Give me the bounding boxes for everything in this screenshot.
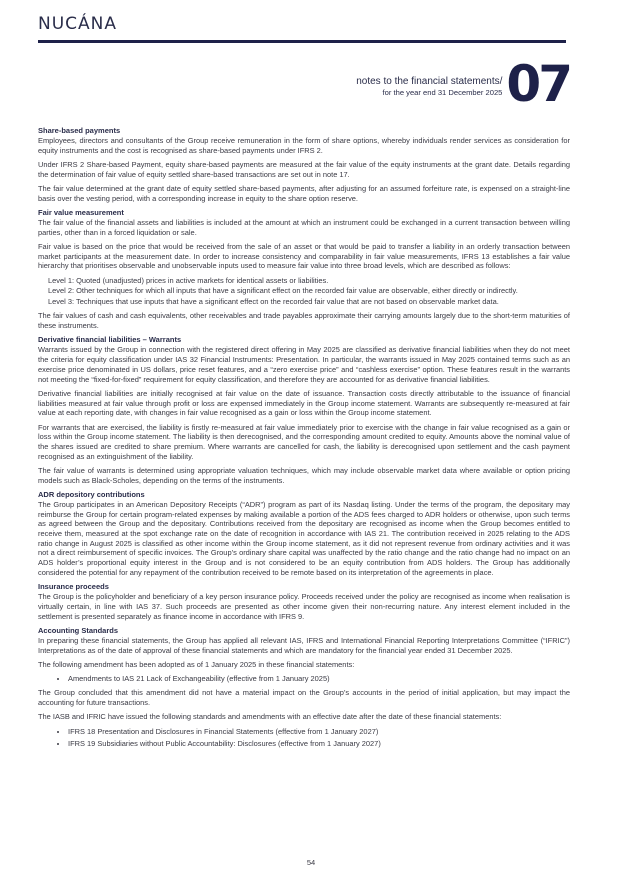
section-heading: ADR depository contributions	[38, 489, 145, 499]
paragraph: Fair value is based on the price that would be received from the sale of an asset or that would be paid to transfer a liability in an orderly transaction between market participants at the measurement date. In order to increase consistency and comparability in fair value measurements, IFRS 13 establishes a fair value hierarchy that prioritises observable and unobservable inputs used to measure fair value into three broad levels, which are described as follows:	[38, 242, 570, 271]
level-item: Level 1: Quoted (unadjusted) prices in active markets for identical assets or liabilities.	[48, 275, 329, 285]
warrants-section	[38, 335, 570, 485]
share-based-payments-section	[38, 126, 570, 203]
level-item: Level 2: Other techniques for which all inputs that have a significant effect on the recorded fair value are observable, either directly or indirectly.	[48, 286, 518, 296]
section-title: notes to the financial statements/	[356, 76, 503, 87]
section-heading: Fair value measurement	[38, 208, 124, 217]
paragraph: The fair value of warrants is determined using appropriate valuation techniques, which may include observable market data where available or option pricing models such as Black-Scholes, depending on the terms of the instruments.	[38, 465, 570, 485]
paragraph: For warrants that are exercised, the liability is firstly re-measured at fair value immediately prior to exercise with the change in fair value recognised as a gain or loss within the Group income statement. The liability is then derecognised, and the corresponding amount credited to equity. Amounts above the nominal value of the shares issued are credited to share premium. Where warrants are cancelled for cash, the liability is derecognised upon settlement and the cash payment recognised as an extinguishment of the liability.	[38, 422, 570, 461]
page-number: 54	[306, 858, 316, 867]
fair-value-section	[38, 208, 570, 331]
paragraph: The fair value determined at the grant date of equity settled share-based payments, after adjusting for an assumed forfeiture rate, is expensed on a straight-line basis over the vesting period, with a corresponding increase in equity to the share option reserve.	[38, 184, 570, 203]
adopted-amendments-list	[38, 674, 570, 684]
paragraph: The fair value of the financial assets and liabilities is included at the amount at which an instrument could be exchanged in a current transaction between willing parties, other than in a forced liquidation or sale.	[38, 218, 570, 237]
future-standards-list	[38, 727, 570, 749]
section-heading: Share-based payments	[38, 126, 121, 135]
document-body	[38, 126, 570, 754]
section-heading: Insurance proceeds	[38, 582, 109, 592]
section-header	[356, 55, 570, 113]
paragraph: Employees, directors and consultants of the Group receive remuneration in the form of share options, whereby individuals render services as consideration for equity instruments and the cost is recognised as share-based payments under IFRS 2.	[38, 136, 570, 155]
accounting-standards-section	[38, 626, 570, 749]
list-item: • IFRS 19 Subsidiaries without Public Accountability: Disclosures (effective from 1 January 2027)	[68, 739, 570, 749]
fair-value-levels	[38, 276, 570, 307]
paragraph: Derivative financial liabilities are initially recognised at fair value on the date of issuance. Transaction costs directly attributable to the issuance of financial liabilities measured at fair value through profit or loss are expensed immediately in the Group income statement. Warrants are subsequently re-measured at fair value at each reporting date, with changes in fair value recognised as a gain or loss within the Group income statement.	[38, 388, 570, 418]
paragraph: In preparing these financial statements, the Group has applied all relevant IAS, IFRS and International Financial Reporting Interpretations Committee (“IFRIC”) Interpretations as of the date of approval of these financial statements and which are mandatory for the financial year ended 31 December 2025.	[38, 635, 570, 655]
section-subtitle: for the year end 31 December 2025	[382, 88, 503, 97]
level-item: Level 3: Techniques that use inputs that have a significant effect on the recorded fair value that are not based on observable market data.	[48, 297, 499, 307]
paragraph: The Group is the policyholder and beneficiary of a key person insurance policy. Proceeds received under the policy are recognised as income when realisation is virtually certain, in line with IAS 37. Such proceeds are presented as other income given their non-recurring nature. Any interest element included in the settlement is presented separately as finance income in accordance with IFRS 9.	[38, 592, 570, 621]
paragraph: The Group concluded that this amendment did not have a material impact on the Group’s accounts in the period of initial application, but may impact the accounting for future transactions.	[38, 688, 570, 708]
paragraph: The following amendment has been adopted as of 1 January 2025 in these financial statements:	[38, 659, 355, 669]
section-heading: Derivative financial liabilities – Warrants	[38, 335, 182, 345]
insurance-section	[38, 582, 570, 621]
paragraph: The fair values of cash and cash equivalents, other receivables and trade payables approximate their carrying amounts largely due to the short-term maturities of these instruments.	[38, 311, 570, 331]
paragraph: The IASB and IFRIC have issued the following standards and amendments with an effective date after the date of these financial statements:	[38, 712, 502, 722]
paragraph: The Group participates in an American Depository Receipts (“ADR”) program as part of its Nasdaq listing. Under the terms of the program, the depositary may reimburse the Group for certain program-related expenses by making available a portion of the ADS fees charged to ADR holders or otherwise, upon such terms as agreed between the Group and the depositary. Contributions received from the depositary are recognised as income when the Group becomes entitled to receive them, measured at the spot exchange rate on the date of recognition in accordance with IAS 21. The contribution received in 2025 relating to the ADS ratio change in August 2025 is classified as other income within the Group income statement, as it did not represent revenue from ordinary activities and it was not a direct reimbursement of specific invoices. The Group’s ordinary share capital was unaffected by the ratio change and the ratio change had no impact on an ADS holder’s proportional equity interest in the Group and is not considered to be an equity contribution from ADS holders. The Group has additionally considered the potential for any repayment of the contribution received to be remote based on its interpretation of the agreements in place.	[38, 499, 570, 577]
list-item: • IFRS 18 Presentation and Disclosures in Financial Statements (effective from 1 January 2027)	[68, 727, 570, 737]
paragraph: Under IFRS 2 Share-based Payment, equity share-based payments are measured at the fair value of the equity instruments at the grant date. Details regarding the determination of fair value of equity settled share-based transactions are set out in note 17.	[38, 160, 570, 179]
section-heading: Accounting Standards	[38, 625, 119, 635]
section-number: 07	[506, 55, 570, 113]
adr-section	[38, 490, 570, 578]
header-rule	[38, 40, 566, 43]
company-logo: NUCÁNA	[38, 14, 118, 34]
list-item: • Amendments to IAS 21 Lack of Exchangeability (effective from 1 January 2025)	[68, 674, 570, 684]
paragraph: Warrants issued by the Group in connection with the registered direct offering in May 2025 are classified as derivative financial liabilities when they do not meet the criteria for equity classification under IAS 32 Financial Instruments: Presentation. In particular, the warrants issued in May 2025 contained terms such as an exercise price denominated in US dollars, price reset features, and a “zero exercise price” and “cashless exercise” option. These features result in the warrants not meeting the “fixed-for-fixed” requirement for equity classification, and therefore they are accounted for as derivative financial liabilities.	[38, 345, 570, 384]
